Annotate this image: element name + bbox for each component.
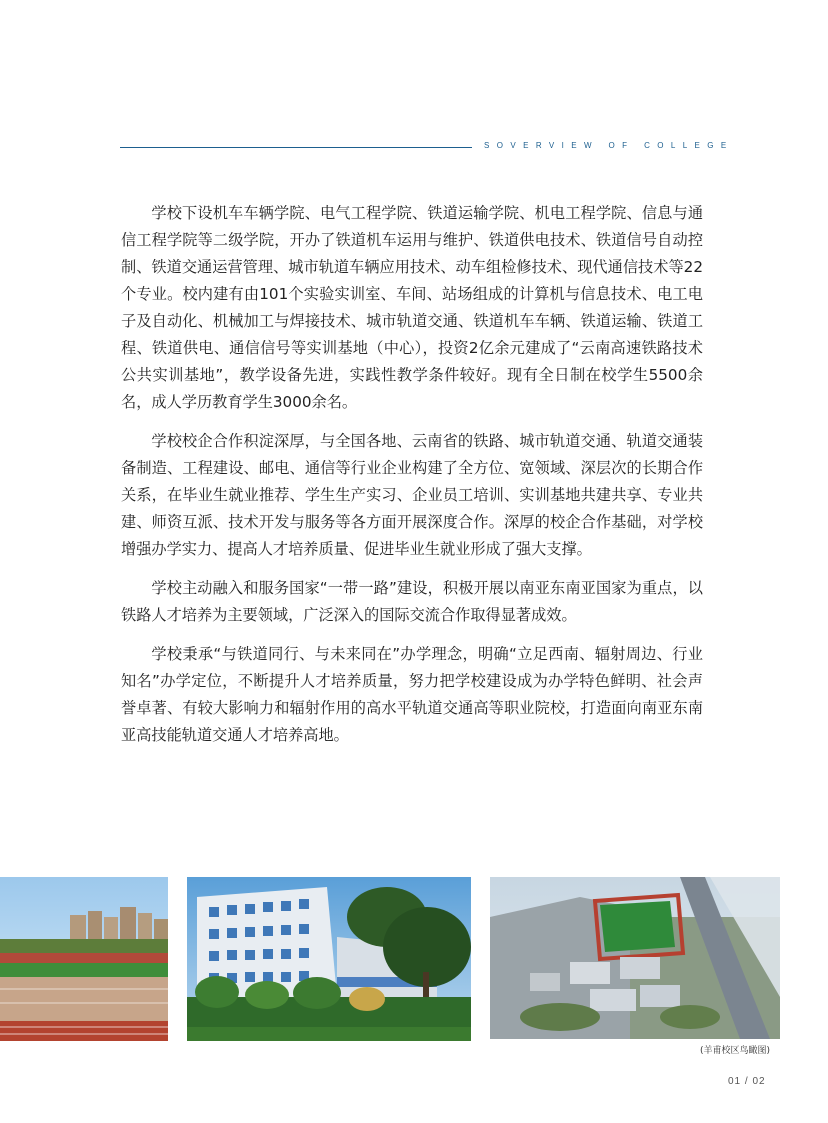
page-number: 01 / 02 [728,1076,766,1087]
section-header: SOVERVIEW OF COLLEGE [484,141,734,150]
paragraph-1: 学校下设机车车辆学院、电气工程学院、铁道运输学院、机电工程学院、信息与通信工程学院等二级学院，开办了铁道机车运用与维护、铁道供电技术、铁道信号自动控制、铁道交通运营管理、城市轨道车辆应用技术、动车组检修技术、现代通信技术等22个专业。校内建有由101个实验实训室、车间、站场组成的计算机与信息技术、电工电子及自动化、机械加工与焊接技术、城市轨道交通、铁道机车车辆、铁道运输、铁道工程、铁道供电、通信信号等实训基地（中心），投资2亿余元建成了“云南高速铁路技术公共实训基地”，教学设备先进，实践性教学条件较好。现有全日制在校学生5500余名，成人学历教育学生3000余名。 [121,204,703,411]
paragraph-3: 学校主动融入和服务国家“一带一路”建设，积极开展以南亚东南亚国家为重点，以铁路人才培养为主要领域，广泛深入的国际交流合作取得显著成效。 [121,579,703,624]
paragraph-4: 学校秉承“与铁道同行、与未来同在”办学理念，明确“立足西南、辐射周边、行业知名”办学定位，不断提升人才培养质量，努力把学校建设成为办学特色鲜明、社会声誉卓著、有较大影响力和辐射作用的高水平轨道交通高等职业院校，打造面向南亚东南亚高技能轨道交通人才培养高地。 [121,645,703,744]
photo-caption: (羊甫校区鸟瞰图) [700,1046,771,1056]
photo-campus-building [187,877,471,1041]
header-rule [120,147,472,148]
photo-aerial-campus [490,877,780,1039]
paragraph-2: 学校校企合作积淀深厚，与全国各地、云南省的铁路、城市轨道交通、轨道交通装备制造、工程建设、邮电、通信等行业企业构建了全方位、宽领域、深层次的长期合作关系，在毕业生就业推荐、学生生产实习、企业员工培训、实训基地共建共享、专业共建、师资互派、技术开发与服务等各方面开展深度合作。深厚的校企合作基础，对学校增强办学实力、提高人才培养质量、促进毕业生就业形成了强大支撑。 [121,432,703,558]
photo-sports-field [0,877,168,1041]
body-text [121,200,703,761]
